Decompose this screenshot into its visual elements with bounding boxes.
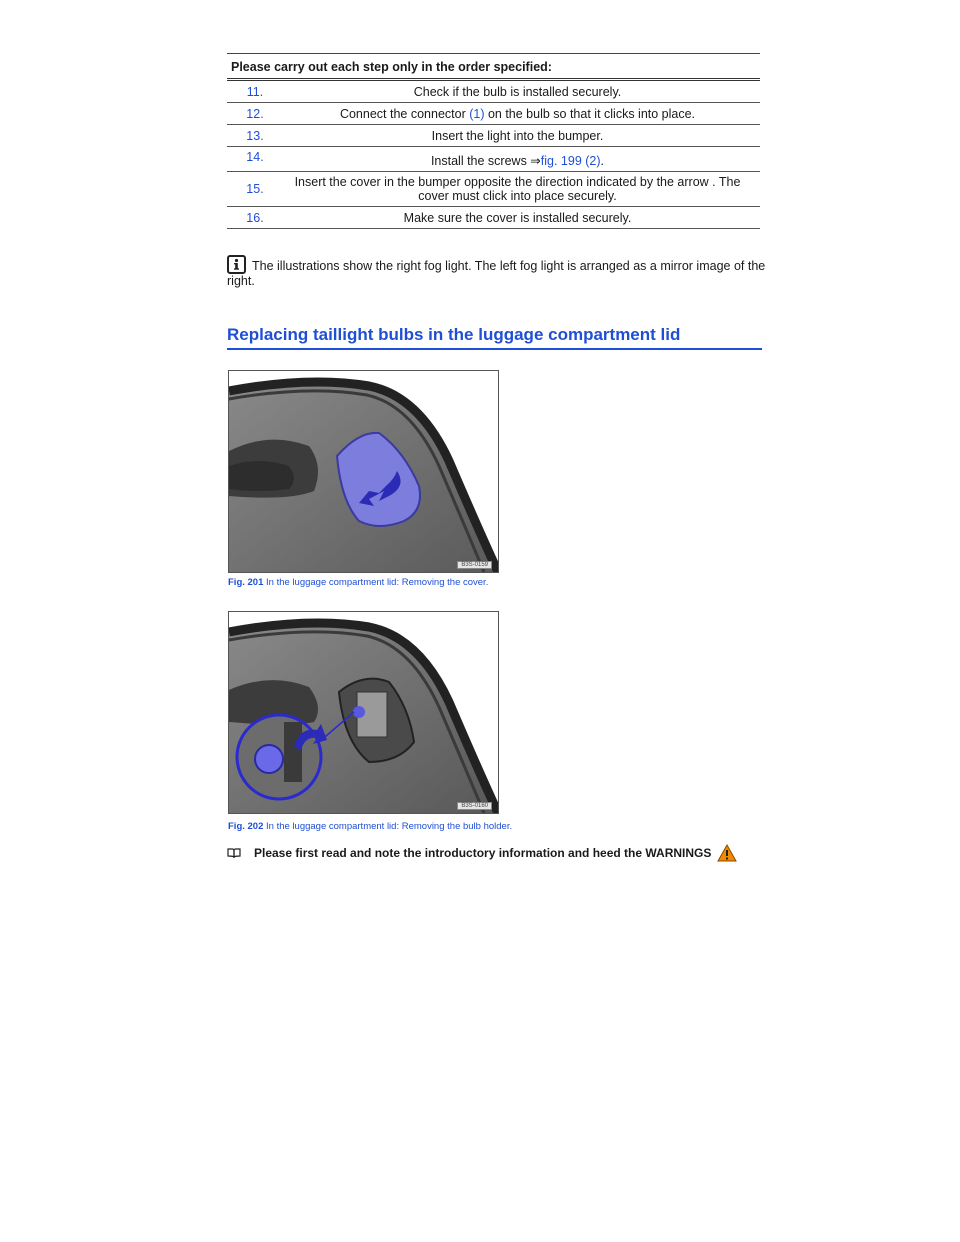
figure-caption-text: In the luggage compartment lid: Removing the cover. bbox=[266, 577, 489, 588]
note-text: The illustrations show the right fog light. The left fog light is arranged as a mirror image of the right. bbox=[227, 259, 766, 288]
step-number: 13. bbox=[246, 128, 264, 143]
step-number: 16. bbox=[246, 210, 264, 225]
step-text: Insert the light into the bumper. bbox=[431, 128, 604, 143]
step-text-before: Install the screws ⇒ bbox=[430, 154, 541, 168]
step-row-16 bbox=[227, 207, 760, 229]
warning-icon[interactable] bbox=[717, 844, 737, 862]
figure-caption-text: In the luggage compartment lid: Removing the bulb holder. bbox=[266, 821, 513, 832]
figure-202-image bbox=[228, 611, 499, 814]
section-title: Replacing taillight bulbs in the luggage compartment lid bbox=[227, 325, 762, 350]
step-text-after: . bbox=[600, 154, 605, 168]
read-first-text: Please first read and note the introductory information and heed the WARNINGS bbox=[254, 846, 712, 860]
step-number: 12. bbox=[246, 106, 264, 121]
step-text: Make sure the cover is installed securely. bbox=[403, 210, 632, 225]
step-text bbox=[283, 147, 760, 171]
figure-201-image bbox=[228, 370, 499, 573]
figure-199-link[interactable]: fig. 199 (2) bbox=[540, 154, 601, 168]
step-number: 11. bbox=[246, 84, 264, 99]
step-number: 14. bbox=[246, 150, 264, 164]
step-number: 15. bbox=[246, 182, 264, 196]
figure-201-caption bbox=[228, 577, 488, 588]
figure-label: Fig. 201 bbox=[228, 577, 264, 588]
steps-heading: Please carry out each step only in the order specified: bbox=[227, 53, 760, 78]
step-text-after: on the bulb so that it clicks into place. bbox=[484, 106, 696, 121]
figure-code: B3S-0159 bbox=[457, 561, 492, 569]
step-row-11 bbox=[227, 81, 760, 103]
info-icon bbox=[227, 255, 246, 274]
connector-link[interactable]: (1) bbox=[469, 106, 485, 121]
figure-202-caption bbox=[228, 821, 512, 832]
note-box bbox=[227, 255, 767, 289]
step-text: Insert the cover in the bumper opposite the direction indicated by the arrow . The cover must click into place securely. bbox=[294, 175, 741, 203]
book-icon bbox=[227, 848, 241, 858]
step-row-14 bbox=[227, 147, 760, 172]
step-row-12 bbox=[227, 103, 760, 125]
step-text: Check if the bulb is installed securely. bbox=[413, 84, 622, 99]
step-text-before: Connect the connector bbox=[339, 106, 470, 121]
read-first-notice bbox=[227, 844, 737, 862]
steps-table bbox=[227, 53, 760, 229]
figure-label: Fig. 202 bbox=[228, 821, 264, 832]
step-row-15 bbox=[227, 172, 760, 207]
step-row-13 bbox=[227, 125, 760, 147]
step-text bbox=[283, 104, 760, 124]
figure-code: B3S-0160 bbox=[457, 802, 492, 810]
